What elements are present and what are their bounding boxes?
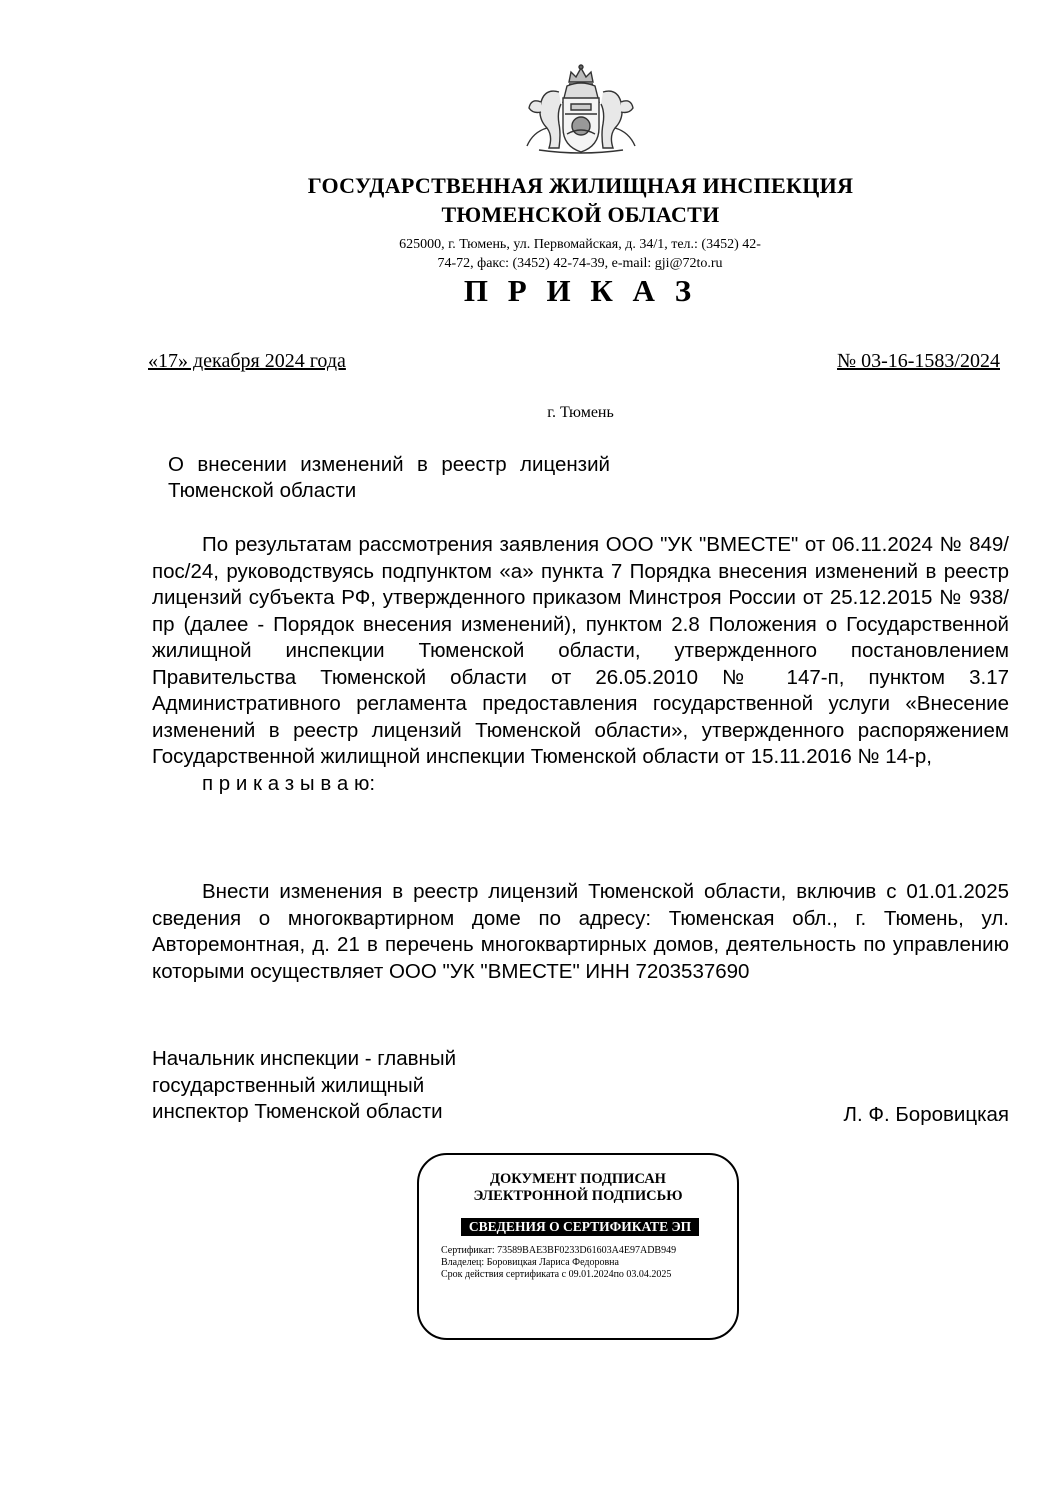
org-name-line1: ГОСУДАРСТВЕННАЯ ЖИЛИЩНАЯ ИНСПЕКЦИЯ [307, 173, 854, 198]
org-address-line2: 74-72, факс: (3452) 42-74-39, e-mail: gji@72to.ru [437, 256, 723, 271]
order-word: п р и к а з ы в а ю: [202, 771, 376, 795]
signer-title-line2: государственный жилищный [152, 1073, 425, 1097]
signer-title [152, 1046, 456, 1126]
doc-date: «17» декабря 2024 года [148, 350, 346, 372]
body-section-1 [152, 532, 1009, 797]
org-address [360, 235, 800, 273]
signer-title-line3: инспектор Тюменской области [152, 1100, 443, 1123]
doc-number: № 03-16-1583/2024 [837, 350, 1000, 372]
stamp-certificate-bar: СВЕДЕНИЯ О СЕРТИФИКАТЕ ЭП [461, 1218, 699, 1236]
org-address-line1: 625000, г. Тюмень, ул. Первомайская, д. 34/1, тел.: (3452) 42- [399, 237, 761, 252]
stamp-heading [419, 1171, 737, 1205]
stamp-heading-line1: ДОКУМЕНТ ПОДПИСАН [490, 1171, 666, 1187]
signer-name: Л. Ф. Боровицкая [843, 1103, 1009, 1126]
e-signature-stamp [417, 1153, 739, 1340]
signer-title-line1: Начальник инспекции - главный [152, 1047, 457, 1070]
doc-city: г. Тюмень [547, 404, 614, 421]
stamp-certificate: Сертификат: 73589BAE3BF0233D61603A4E97ADB949 [441, 1245, 677, 1256]
stamp-validity: Срок действия сертификата с 09.01.2024по 03.04.2025 [441, 1269, 672, 1280]
stamp-heading-line2: ЭЛЕКТРОННОЙ ПОДПИСЬЮ [473, 1188, 683, 1204]
body-section-2 [152, 879, 1009, 985]
org-name-line2: ТЮМЕНСКОЙ ОБЛАСТИ [441, 202, 720, 227]
doc-subject: О внесении изменений в реестр лицензий Тюменской области [168, 453, 610, 502]
doc-type-title: П Р И К А З [463, 273, 698, 308]
coat-of-arms-icon [519, 62, 643, 156]
body-paragraph-1: По результатам рассмотрения заявления ООО "УК "ВМЕСТЕ" от 06.11.2024 № 849/пос/24, руководствуясь подпунктом «а» пункта 7 Порядка внесения изменений в реестр лицензий субъекта РФ, утвержденного приказом Минстроя России от 25.12.2015 № 938/пр (далее - Порядок внесения изменений), пунктом 2.8 Положения о Государственной жилищной инспекции Тюменской области, утвержденного постановлением Правительства Тюменской области от 26.05.2010 № 147-п, пунктом 3.17 Административного регламента предоставления государственной услуги «Внесение изменений в реестр лицензий Тюменской области», утвержденного распоряжением Государственной жилищной инспекции Тюменской области от 15.11.2016 № 14-р, [152, 533, 1009, 768]
body-paragraph-2: Внести изменения в реестр лицензий Тюменской области, включив с 01.01.2025 сведения о многоквартирном доме по адресу: Тюменская обл., г. Тюмень, ул. Авторемонтная, д. 21 в перечень многоквартирных домов, деятельность по управлению которыми осуществляет ООО "УК "ВМЕСТЕ" ИНН 7203537690 [152, 880, 1009, 983]
stamp-owner: Владелец: Боровицкая Лариса Федоровна [441, 1257, 619, 1268]
